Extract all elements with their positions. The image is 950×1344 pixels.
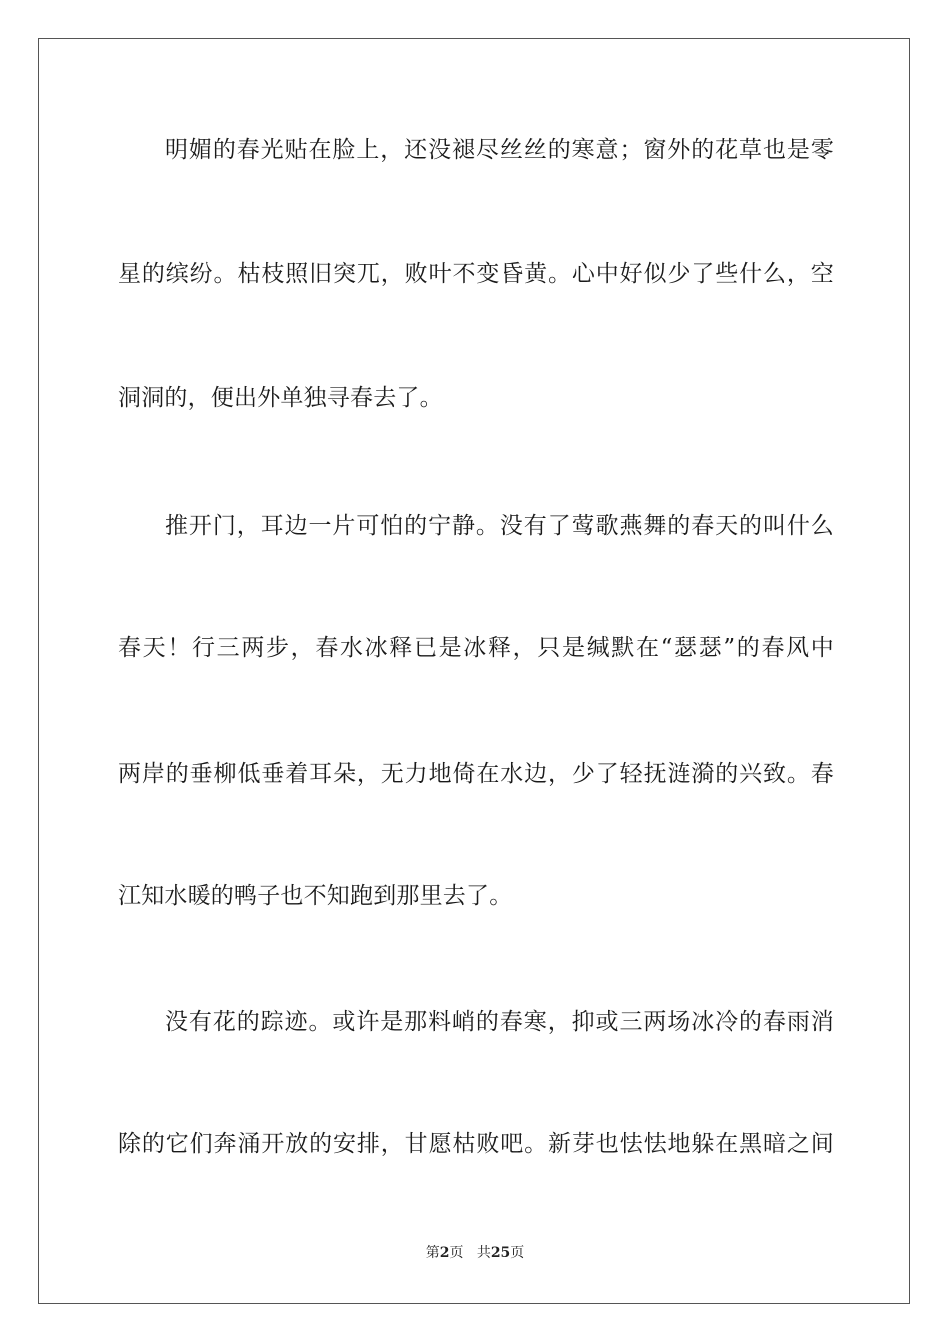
total-prefix: 共 bbox=[476, 1245, 491, 1261]
paragraph-2-line-2: 春天！行三两步，春水冰释已是冰释，只是缄默在“瑟瑟”的春风中 bbox=[118, 635, 834, 661]
page-suffix: 页 bbox=[449, 1245, 464, 1261]
paragraph-1-line-3: 洞洞的，便出外单独寻春去了。 bbox=[118, 385, 443, 411]
paragraph-3-line-1: 没有花的踪迹。或许是那料峭的春寒，抑或三两场冰冷的春雨消 bbox=[165, 1009, 834, 1035]
paragraph-2-line-3: 两岸的垂柳低垂着耳朵，无力地倚在水边，少了轻抚涟漪的兴致。春 bbox=[118, 761, 834, 787]
total-suffix: 页 bbox=[510, 1245, 525, 1261]
paragraph-2-line-4: 江知水暖的鸭子也不知跑到那里去了。 bbox=[118, 883, 513, 909]
paragraph-3-line-2: 除的它们奔涌开放的安排，甘愿枯败吧。新芽也怯怯地躲在黑暗之间 bbox=[118, 1131, 834, 1157]
page-number: 2 bbox=[439, 1245, 450, 1261]
paragraph-1-line-1: 明媚的春光贴在脸上，还没褪尽丝丝的寒意；窗外的花草也是零 bbox=[165, 137, 834, 163]
page-footer bbox=[0, 1244, 950, 1262]
total-pages: 25 bbox=[490, 1245, 511, 1261]
page-border bbox=[38, 38, 910, 1304]
page-prefix: 第 bbox=[425, 1245, 440, 1261]
paragraph-2-line-1: 推开门，耳边一片可怕的宁静。没有了莺歌燕舞的春天的叫什么 bbox=[165, 513, 834, 539]
paragraph-1-line-2: 星的缤纷。枯枝照旧突兀，败叶不变昏黄。心中好似少了些什么，空 bbox=[118, 261, 834, 287]
